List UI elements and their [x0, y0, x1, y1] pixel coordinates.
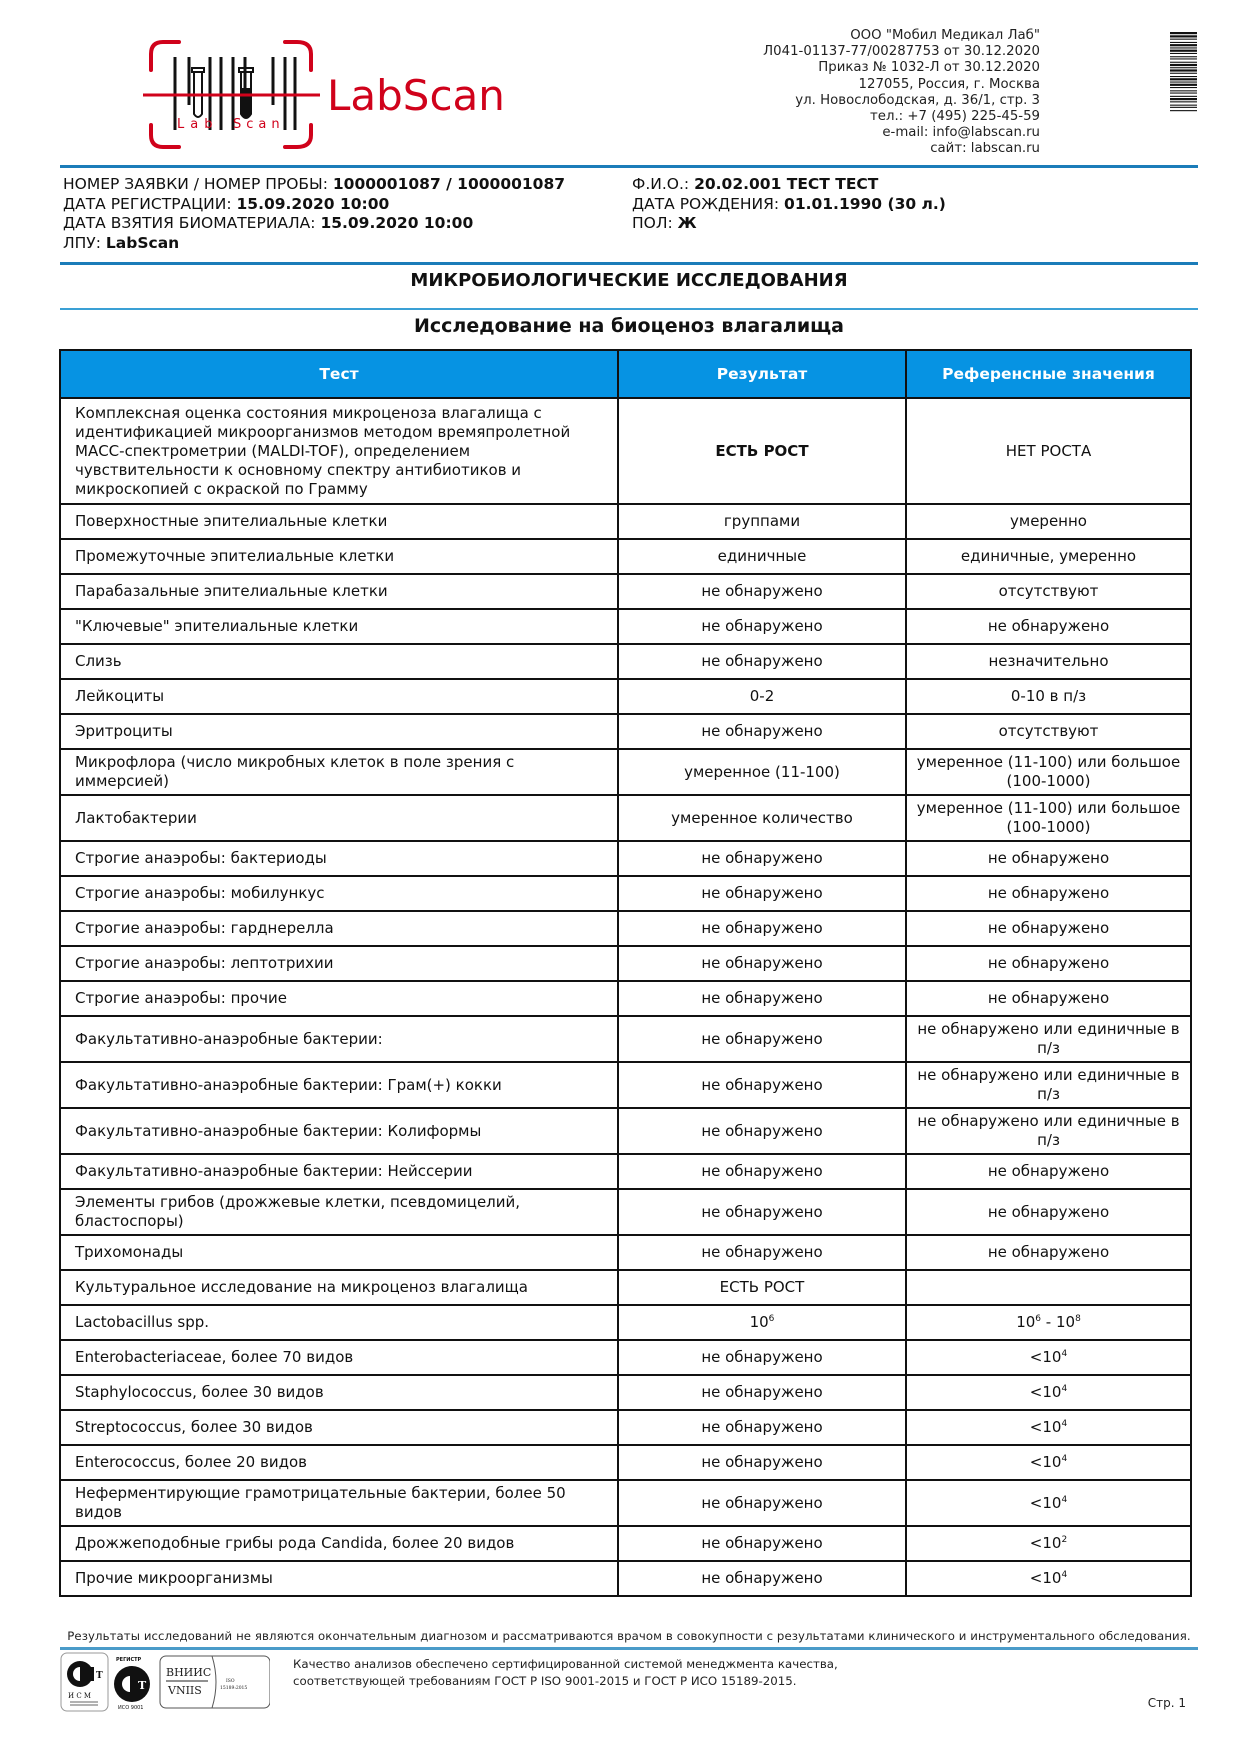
reference-cell: не обнаружено: [906, 1189, 1191, 1235]
cert2-bottom-label: ИСО 9001: [118, 1705, 144, 1711]
table-row: [60, 398, 1191, 504]
test-tube-fill-icon: [241, 88, 251, 118]
reference-base: <10: [1029, 1383, 1062, 1401]
test-name-cell: Lactobacillus spp.: [60, 1305, 618, 1340]
table-row: [60, 1189, 1191, 1235]
svg-text:T: T: [138, 1679, 147, 1692]
patient-info: [632, 175, 946, 234]
result-cell: не обнаружено: [618, 1108, 906, 1154]
barcode-bar: [1170, 82, 1197, 83]
test-name-cell: Поверхностные эпителиальные клетки: [60, 504, 618, 539]
barcode-bar: [1170, 42, 1197, 43]
table-row: [60, 1108, 1191, 1154]
logo-inner-right: Scan: [233, 117, 285, 132]
order-number-value: 1000001087 / 1000001087: [332, 175, 566, 193]
org-line: Л041-01137-77/00287753 от 30.12.2020: [763, 44, 1040, 60]
section-title: МИКРОБИОЛОГИЧЕСКИЕ ИССЛЕДОВАНИЯ: [410, 270, 848, 291]
vniis-cert-icon: [160, 1656, 270, 1708]
barcode-bar: [1170, 110, 1197, 111]
svg-text:ISO: ISO: [226, 1679, 235, 1684]
reference-cell: НЕТ РОСТА: [906, 398, 1191, 504]
test-name-cell: Факультативно-анаэробные бактерии:: [60, 1016, 618, 1062]
patient-name-label: Ф.И.О.:: [632, 175, 695, 193]
reference-exponent: 4: [1061, 1384, 1068, 1394]
test-name-cell: Enterobacteriaceae, более 70 видов: [60, 1340, 618, 1375]
test-name-cell: Парабазальные эпителиальные клетки: [60, 574, 618, 609]
result-cell: не обнаружено: [618, 1526, 906, 1561]
lpu-row: [63, 234, 565, 254]
table-row: [60, 1235, 1191, 1270]
result-cell: 0-2: [618, 679, 906, 714]
cert3-top-label: ВНИИС: [166, 1666, 212, 1679]
result-cell: не обнаружено: [618, 1410, 906, 1445]
table-row: [60, 1154, 1191, 1189]
reference-cell: [906, 1480, 1191, 1526]
table-row: [60, 841, 1191, 876]
table-row: [60, 876, 1191, 911]
reference-cell: [906, 1375, 1191, 1410]
reference-exponent: 4: [1061, 1454, 1068, 1464]
barcode-bar: [1170, 84, 1197, 86]
quality-statement: [293, 1656, 838, 1690]
org-line: тел.: +7 (495) 225-45-59: [870, 109, 1040, 125]
result-cell: не обнаружено: [618, 1154, 906, 1189]
result-cell: группами: [618, 504, 906, 539]
reference-exponent: 6: [1035, 1314, 1042, 1324]
result-cell: не обнаружено: [618, 1445, 906, 1480]
table-row: [60, 1375, 1191, 1410]
table-row: [60, 679, 1191, 714]
table-row: [60, 1561, 1191, 1596]
cert3-bottom-label: VNIIS: [168, 1684, 202, 1697]
organization-info: [763, 28, 1040, 158]
barcode-bar: [1170, 87, 1197, 88]
org-line: сайт: labscan.ru: [930, 141, 1040, 157]
header-divider: [60, 165, 1198, 168]
reference-cell: не обнаружено или единичные в п/з: [906, 1062, 1191, 1108]
table-row: [60, 1270, 1191, 1305]
result-cell: не обнаружено: [618, 1235, 906, 1270]
rst-registry-cert-icon: [114, 1657, 150, 1711]
result-cell: ЕСТЬ РОСТ: [618, 1270, 906, 1305]
test-name-cell: Факультативно-анаэробные бактерии: Колиформы: [60, 1108, 618, 1154]
birth-date-value: 01.01.1990 (30 л.): [784, 194, 946, 213]
test-name-cell: Неферментирующие грамотрицательные бактерии, более 50 видов: [60, 1480, 618, 1526]
order-number-row: [63, 175, 565, 195]
result-cell: ЕСТЬ РОСТ: [618, 398, 906, 504]
column-header-test: Тест: [60, 350, 618, 398]
test-name-cell: Строгие анаэробы: лептотрихии: [60, 946, 618, 981]
reference-exponent: 4: [1061, 1570, 1068, 1580]
quality-line: соответствующей требованиям ГОСТ Р ISO 9001-2015 и ГОСТ Р ИСО 15189-2015.: [293, 1674, 797, 1688]
reference-cell: не обнаружено или единичные в п/з: [906, 1016, 1191, 1062]
barcode-bar: [1170, 105, 1197, 106]
test-name-cell: Строгие анаэробы: прочие: [60, 981, 618, 1016]
reference-cell: не обнаружено: [906, 911, 1191, 946]
test-name-cell: Staphylococcus, более 30 видов: [60, 1375, 618, 1410]
org-line: e-mail: info@labscan.ru: [882, 125, 1040, 141]
result-cell: не обнаружено: [618, 1480, 906, 1526]
reference-cell: не обнаружено: [906, 876, 1191, 911]
sex-value: Ж: [677, 214, 697, 232]
result-cell: не обнаружено: [618, 841, 906, 876]
result-cell: не обнаружено: [618, 1189, 906, 1235]
reference-cell: не обнаружено: [906, 1154, 1191, 1189]
sampling-date-row: [63, 214, 565, 234]
barcode-bar: [1170, 32, 1197, 34]
table-row: [60, 1445, 1191, 1480]
svg-text:15189:2015: 15189:2015: [220, 1686, 248, 1691]
test-name-cell: Факультативно-анаэробные бактерии: Нейссерии: [60, 1154, 618, 1189]
test-name-cell: Лейкоциты: [60, 679, 618, 714]
reference-cell: не обнаружено: [906, 609, 1191, 644]
patient-name-value: 20.02.001 ТЕСТ ТЕСТ: [694, 175, 879, 193]
reference-exponent: 8: [1075, 1314, 1081, 1324]
page-number: Стр. 1: [1147, 1696, 1186, 1710]
reference-cell: умеренное (11-100) или большое (100-1000): [906, 749, 1191, 795]
reference-cell: [906, 1305, 1191, 1340]
barcode-bar: [1170, 98, 1197, 100]
sex-row: [632, 214, 946, 234]
reference-cell: не обнаружено: [906, 1235, 1191, 1270]
result-cell: умеренное количество: [618, 795, 906, 841]
table-row: [60, 946, 1191, 981]
certification-logos: [60, 1652, 270, 1712]
reference-cell: не обнаружено или единичные в п/з: [906, 1108, 1191, 1154]
order-number-label: НОМЕР ЗАЯВКИ / НОМЕР ПРОБЫ:: [63, 175, 333, 193]
barcode-bar: [1170, 73, 1197, 74]
registration-date-row: [63, 195, 565, 215]
table-row: [60, 504, 1191, 539]
lpu-value: LabScan: [105, 233, 180, 252]
barcode-bar: [1170, 35, 1197, 37]
barcode-bar: [1170, 101, 1197, 102]
test-name-cell: Эритроциты: [60, 714, 618, 749]
barcode-bar: [1170, 44, 1197, 46]
reference-cell: [906, 1445, 1191, 1480]
reference-exponent: 2: [1061, 1535, 1068, 1545]
result-base: 10: [749, 1313, 769, 1331]
cert1-label: И С М: [68, 1692, 92, 1700]
subsection-title: Исследование на биоценоз влагалища: [414, 315, 844, 337]
lpu-label: ЛПУ:: [63, 233, 106, 252]
result-cell: не обнаружено: [618, 609, 906, 644]
test-name-cell: Комплексная оценка состояния микроценоза влагалища с идентификацией микроорганизмов методом времяпролетной МАСС-спектрометрии (MALDI-TOF), определением чувствительности к основному спектру антибиотиков и микроскопией с окраской по Грамму: [60, 398, 618, 504]
svg-text:T: T: [96, 1671, 103, 1681]
barcode-bar: [1170, 64, 1197, 66]
reference-cell: [906, 1340, 1191, 1375]
barcode-bar: [1170, 76, 1197, 77]
test-name-cell: Слизь: [60, 644, 618, 679]
rst-ism-cert-icon: [61, 1653, 108, 1711]
sampling-date-label: ДАТА ВЗЯТИЯ БИОМАТЕРИАЛА:: [63, 214, 321, 232]
reference-exponent: 4: [1061, 1419, 1068, 1429]
reference-cell: [906, 1270, 1191, 1305]
reference-cell: [906, 1410, 1191, 1445]
test-name-cell: Прочие микроорганизмы: [60, 1561, 618, 1596]
section-divider: [60, 308, 1198, 310]
reference-cell: не обнаружено: [906, 841, 1191, 876]
table-row: [60, 1062, 1191, 1108]
barcode-bar: [1170, 53, 1197, 54]
reference-base: <10: [1029, 1534, 1062, 1552]
logo-brand: LabScan: [327, 71, 505, 120]
sampling-date-value: 15.09.2020 10:00: [320, 214, 474, 232]
result-cell: не обнаружено: [618, 644, 906, 679]
cert2-top-label: РЕГИСТР: [116, 1657, 142, 1663]
reference-exponent: 4: [1061, 1349, 1068, 1359]
table-row: [60, 1526, 1191, 1561]
test-name-cell: Промежуточные эпителиальные клетки: [60, 539, 618, 574]
barcode-bar: [1170, 39, 1197, 40]
barcode-bar: [1170, 47, 1197, 48]
test-name-cell: "Ключевые" эпителиальные клетки: [60, 609, 618, 644]
reference-base: <10: [1029, 1348, 1062, 1366]
test-name-cell: Элементы грибов (дрожжевые клетки, псевдомицелий, бластоспоры): [60, 1189, 618, 1235]
test-name-cell: Дрожжеподобные грибы рода Candida, более 20 видов: [60, 1526, 618, 1561]
test-name-cell: Лактобактерии: [60, 795, 618, 841]
barcode-bar: [1170, 96, 1197, 97]
table-row: [60, 1016, 1191, 1062]
result-exponent: 6: [768, 1314, 775, 1324]
barcode-bar: [1170, 62, 1197, 63]
table-row: [60, 1480, 1191, 1526]
reference-base: <10: [1029, 1493, 1062, 1512]
results-table: [59, 349, 1192, 1597]
barcode-bar: [1170, 78, 1197, 80]
result-cell: не обнаружено: [618, 1340, 906, 1375]
table-row: [60, 539, 1191, 574]
result-cell: не обнаружено: [618, 1062, 906, 1108]
table-row: [60, 795, 1191, 841]
table-header-row: [60, 350, 1191, 398]
barcode-bar: [1170, 67, 1197, 68]
reference-cell: 0-10 в п/з: [906, 679, 1191, 714]
table-row: [60, 714, 1191, 749]
quality-line: Качество анализов обеспечено сертифицированной системой менеджмента качества,: [293, 1657, 838, 1671]
reference-base: <10: [1029, 1569, 1062, 1587]
barcode-bar: [1170, 50, 1197, 52]
table-row: [60, 981, 1191, 1016]
org-line: ООО "Мобил Медикал Лаб": [850, 28, 1040, 43]
result-cell: не обнаружено: [618, 714, 906, 749]
patient-name-row: [632, 175, 946, 195]
birth-date-label: ДАТА РОЖДЕНИЯ:: [632, 194, 785, 213]
registration-date-value: 15.09.2020 10:00: [236, 194, 390, 213]
reference-cell: отсутствуют: [906, 574, 1191, 609]
result-cell: не обнаружено: [618, 981, 906, 1016]
order-info: [63, 175, 565, 253]
table-row: [60, 911, 1191, 946]
table-row: [60, 609, 1191, 644]
column-header-reference: Референсные значения: [906, 350, 1191, 398]
reference-base: <10: [1029, 1418, 1062, 1436]
table-row: [60, 574, 1191, 609]
barcode-bar: [1170, 90, 1197, 91]
barcode-bar: [1170, 107, 1197, 108]
reference-cell: [906, 1561, 1191, 1596]
reference-cell: не обнаружено: [906, 981, 1191, 1016]
result-cell: не обнаружено: [618, 876, 906, 911]
reference-cell: умеренное (11-100) или большое (100-1000): [906, 795, 1191, 841]
test-name-cell: Трихомонады: [60, 1235, 618, 1270]
org-line: 127055, Россия, г. Москва: [858, 76, 1040, 92]
table-row: [60, 1340, 1191, 1375]
result-cell: [618, 1305, 906, 1340]
birth-date-row: [632, 195, 946, 215]
table-row: [60, 749, 1191, 795]
test-name-cell: Строгие анаэробы: мобилункус: [60, 876, 618, 911]
reference-cell: не обнаружено: [906, 946, 1191, 981]
result-cell: умеренное (11-100): [618, 749, 906, 795]
sex-label: ПОЛ:: [632, 214, 678, 232]
test-name-cell: Строгие анаэробы: бактериоды: [60, 841, 618, 876]
reference-base: - 10: [1041, 1313, 1076, 1331]
result-cell: не обнаружено: [618, 946, 906, 981]
barcode-bar: [1170, 93, 1197, 94]
reference-exponent: 4: [1061, 1494, 1068, 1505]
result-cell: не обнаружено: [618, 1016, 906, 1062]
result-cell: единичные: [618, 539, 906, 574]
barcode-bar: [1170, 58, 1197, 59]
test-name-cell: Streptococcus, более 30 видов: [60, 1410, 618, 1445]
result-cell: не обнаружено: [618, 1375, 906, 1410]
result-cell: не обнаружено: [618, 911, 906, 946]
reference-cell: незначительно: [906, 644, 1191, 679]
org-line: ул. Новослободская, д. 36/1, стр. 3: [795, 92, 1040, 108]
column-header-result: Результат: [618, 350, 906, 398]
reference-base: 10: [1016, 1313, 1036, 1331]
footer-divider: [60, 1647, 1198, 1650]
result-cell: не обнаружено: [618, 1561, 906, 1596]
reference-cell: умеренно: [906, 504, 1191, 539]
registration-date-label: ДАТА РЕГИСТРАЦИИ:: [63, 194, 237, 213]
test-name-cell: Микрофлора (число микробных клеток в поле зрения с иммерсией): [60, 749, 618, 795]
reference-cell: отсутствуют: [906, 714, 1191, 749]
patient-divider: [60, 262, 1198, 265]
barcode-icon: [1170, 32, 1197, 154]
table-row: [60, 644, 1191, 679]
org-line: Приказ № 1032-Л от 30.12.2020: [818, 60, 1040, 76]
barcode-bar: [1170, 69, 1197, 71]
result-cell: не обнаружено: [618, 574, 906, 609]
reference-cell: единичные, умеренно: [906, 539, 1191, 574]
disclaimer: Результаты исследований не являются окончательным диагнозом и рассматриваются врачом в совокупности с результатами клинического и инструментального обследования.: [67, 1629, 1191, 1643]
reference-cell: [906, 1526, 1191, 1561]
table-row: [60, 1305, 1191, 1340]
test-name-cell: Enterococcus, более 20 видов: [60, 1445, 618, 1480]
barcode-bar: [1170, 56, 1197, 57]
labscan-logo: [135, 30, 505, 150]
logo-inner-left: Lab: [177, 117, 219, 132]
test-name-cell: Культуральное исследование на микроценоз влагалища: [60, 1270, 618, 1305]
table-row: [60, 1410, 1191, 1445]
test-name-cell: Факультативно-анаэробные бактерии: Грам(+) кокки: [60, 1062, 618, 1108]
test-name-cell: Строгие анаэробы: гарднерелла: [60, 911, 618, 946]
reference-base: <10: [1029, 1453, 1062, 1471]
